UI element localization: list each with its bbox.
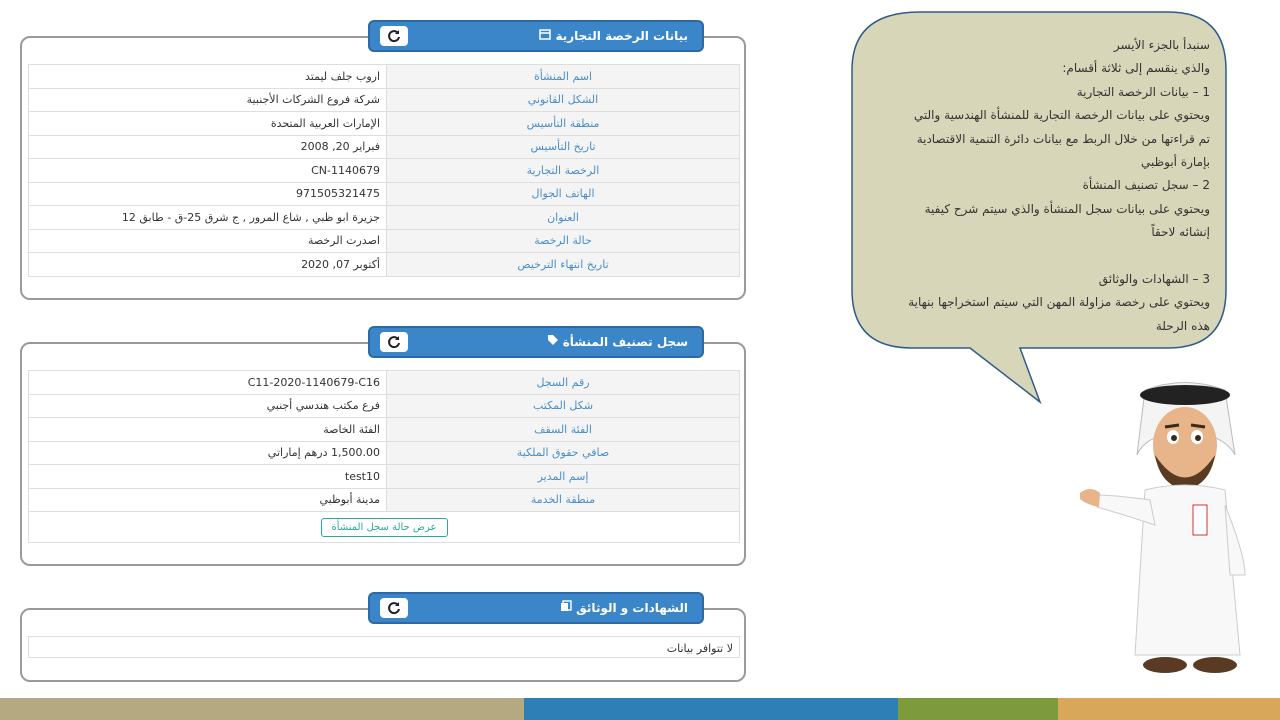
field-value: اروب جلف ليمتد	[29, 65, 387, 89]
field-label: منطقة التأسيس	[387, 112, 740, 136]
speech-bubble-line: تم قراءتها من خلال الربط مع بيانات دائرة التنمية الاقتصادية	[916, 131, 1210, 146]
table-row	[29, 394, 740, 418]
field-value: جزيرة ابو ظبي , شاع المرور , ج شرق 25-ق - طابق 12	[29, 206, 387, 230]
table-row	[29, 159, 740, 183]
speech-bubble-line: والذي ينقسم إلى ثلاثة أقسام:	[1062, 61, 1210, 76]
panel-title: الشهادات و الوثائق	[576, 601, 688, 615]
refresh-icon	[387, 335, 401, 349]
certificates-panel	[20, 601, 746, 682]
refresh-button[interactable]	[380, 598, 408, 618]
field-value: test10	[29, 465, 387, 489]
license-table	[28, 64, 740, 277]
documents-icon	[560, 600, 572, 615]
field-value: اصدرت الرخصة	[29, 229, 387, 253]
field-label: اسم المنشأة	[387, 65, 740, 89]
field-value: شركة فروع الشركات الأجنبية	[29, 88, 387, 112]
classification-panel	[20, 335, 746, 566]
field-value: C11-2020-1140679-C16	[29, 371, 387, 395]
license-panel-header	[368, 20, 704, 52]
field-label: تاريخ التأسيس	[387, 135, 740, 159]
table-row	[29, 371, 740, 395]
field-label: الفئة السقف	[387, 418, 740, 442]
table-row	[29, 488, 740, 512]
speech-bubble-line: 2 – سجل تصنيف المنشأة	[1082, 178, 1210, 193]
certificates-panel-header	[368, 592, 704, 624]
footer-bar-2	[524, 698, 898, 720]
field-value: مدينة أبوظبي	[29, 488, 387, 512]
table-row	[29, 418, 740, 442]
classification-panel-header	[368, 326, 704, 358]
no-data-message: لا تتوافر بيانات	[28, 636, 740, 658]
refresh-button[interactable]	[380, 332, 408, 352]
speech-bubble-line: ويحتوي على بيانات الرخصة التجارية للمنشأة الهندسية والتي	[913, 108, 1210, 123]
table-row	[29, 135, 740, 159]
speech-bubble-line	[860, 245, 1210, 268]
table-row	[29, 441, 740, 465]
table-row	[29, 229, 740, 253]
table-row	[29, 206, 740, 230]
classification-table	[28, 370, 740, 543]
tag-icon	[547, 334, 559, 349]
speech-bubble-text	[860, 34, 1210, 338]
field-label: صافي حقوق الملكية	[387, 441, 740, 465]
table-row	[29, 65, 740, 89]
footer-bar-3	[898, 698, 1058, 720]
refresh-button[interactable]	[380, 26, 408, 46]
footer-bar-4	[1058, 698, 1280, 720]
view-cell	[29, 512, 740, 543]
field-label: إسم المدير	[387, 465, 740, 489]
panel-title: بيانات الرخصة التجارية	[555, 29, 688, 43]
speech-bubble-line: 3 – الشهادات والوثائق	[1098, 272, 1210, 287]
table-row	[29, 112, 740, 136]
footer-bar-1	[0, 698, 524, 720]
speech-bubble-line: سنبدأ بالجزء الأيسر	[1113, 38, 1210, 52]
field-label: العنوان	[387, 206, 740, 230]
field-value: أكتوبر 07, 2020	[29, 253, 387, 277]
field-value: فرع مكتب هندسي أجنبي	[29, 394, 387, 418]
table-row	[29, 253, 740, 277]
speech-bubble-line: 1 – بيانات الرخصة التجارية	[1076, 84, 1210, 99]
speech-bubble-line: ويحتوي على رخصة مزاولة المهن التي سيتم استخراجها بنهاية	[908, 295, 1210, 310]
guide-character-illustration	[1075, 375, 1260, 680]
field-value: CN-1140679	[29, 159, 387, 183]
license-panel	[20, 29, 746, 300]
field-label: الشكل القانوني	[387, 88, 740, 112]
table-row	[29, 182, 740, 206]
field-label: تاريخ انتهاء الترخيص	[387, 253, 740, 277]
speech-bubble-line: بإمارة أبوظبي	[1140, 155, 1210, 170]
field-label: رقم السجل	[387, 371, 740, 395]
field-label: شكل المكتب	[387, 394, 740, 418]
field-value: 1,500.00 درهم إماراتي	[29, 441, 387, 465]
calendar-icon	[539, 28, 551, 43]
refresh-icon	[387, 29, 401, 43]
refresh-icon	[387, 601, 401, 615]
speech-bubble-line: إنشائه لاحقاً	[1151, 225, 1210, 240]
table-row	[29, 465, 740, 489]
speech-bubble-line: ويحتوي على بيانات سجل المنشأة والذي سيتم شرح كيفية	[924, 201, 1210, 216]
table-row	[29, 88, 740, 112]
field-label: حالة الرخصة	[387, 229, 740, 253]
speech-bubble-line: هذه الرحلة	[1155, 318, 1210, 333]
field-label: الهاتف الجوال	[387, 182, 740, 206]
field-value: فبراير 20, 2008	[29, 135, 387, 159]
view-record-status-button[interactable]: عرض حالة سجل المنشأة	[321, 518, 448, 537]
field-label: الرخصة التجارية	[387, 159, 740, 183]
field-value: الفئة الخاصة	[29, 418, 387, 442]
field-value: 971505321475	[29, 182, 387, 206]
field-value: الإمارات العربية المتحدة	[29, 112, 387, 136]
field-label: منطقة الخدمة	[387, 488, 740, 512]
panel-title: سجل تصنيف المنشأة	[562, 335, 688, 349]
